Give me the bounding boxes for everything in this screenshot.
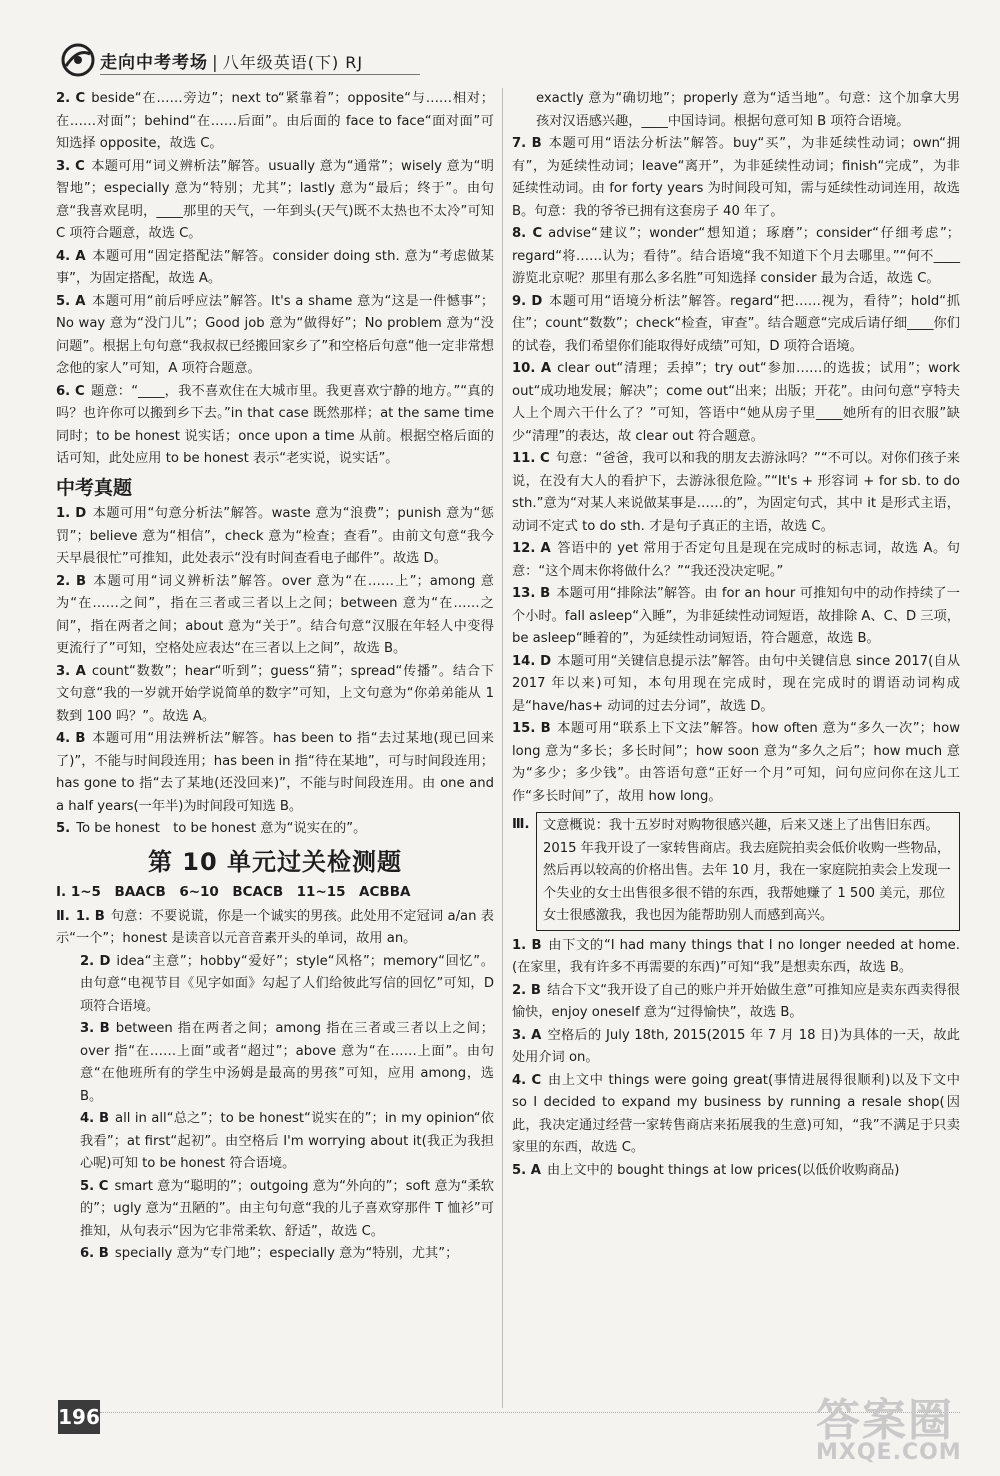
answer-item: 4. B 本题可用“用法辨析法”解答。has been to 指“去过某地(现已回来了)”，不能与时间段连用；has been in 指“待在某地”，可与时间段连用；has gone to 指“去了某地(还没回来)”，不能与时间段连用。由 one and a half years(一年半)为时间段可知选 B。: [56, 731, 494, 814]
answer-item: 2. B 结合下文“我开设了自己的账户并开始做生意”可推知应是卖东西卖得很愉快，enjoy oneself 意为“过得愉快”，故选 B。: [512, 982, 960, 1020]
book-subtitle: 八年级英语(下) RJ: [222, 53, 364, 72]
answer-item: 8. C advise“建议”；wonder“想知道；琢磨”；consider“仔细考虑”；regard“将……认为；看待”。结合语境“我不知道下个月去哪里。”“何不____游览北京呢？那里有那么多名胜”可知选择 consider 最为合适，故选 C。: [512, 226, 960, 286]
answer-item: 2. C beside“在……旁边”；next to“紧靠着”；opposite“与……相对；在……对面”；behind“在……后面”。由后面的 face to face“面对面”可知选择 opposite，故选 C。: [56, 91, 494, 151]
watermark-url: MXQE.COM: [816, 1440, 962, 1465]
answer-item: 10. A clear out“清理；丢掉”；try out“参加……的选拔；试用”；work out“成功地发展；解决”；come out“出来；出版；开花”。由问句意“亨特夫人上个周六干什么了？”可知，答语中“她从房子里____她所有的旧衣服”缺少“清理”的表达，故 clear out 符合题意。: [512, 361, 960, 444]
answer-item: 13. B 本题可用“排除法”解答。由 for an hour 可推知句中的动作持续了一个小时。fall asleep“入睡”，为非延续性动词短语，故排除 A、C、D 三项，be asleep“睡着的”，为延续性动词短语，符合题意，故选 B。: [512, 586, 960, 646]
answer-item: 4. B all in all“总之”；to be honest“说实在的”；in my opinion“依我看”；at first“起初”。由空格后 I'm worrying about it(我正为我担心呢)可知 to be honest 符合语境。: [80, 1111, 494, 1171]
section-heading-zhongkao: 中考真题: [56, 476, 133, 499]
column-divider: [502, 88, 503, 1408]
section-2-label: Ⅱ.: [56, 908, 70, 924]
answer-item: 12. A 答语中的 yet 常用于否定句且是现在完成时的标志词，故选 A。句意：“这个周末你将做什么？”“我还没决定呢。”: [512, 541, 960, 579]
answer-item: 7. B 本题可用“语法分析法”解答。buy“买”，为非延续性动词；own“拥有”，为延续性动词；leave“离开”，为非延续性动词；finish“完成”，为非延续性动词。由 for forty years 为时间段可知，需与延续性动词连用，故选 B。句意：我的爷爷已拥有这套房子 40 年了。: [512, 136, 960, 219]
answer-item: 11. C 句意：“爸爸，我可以和我的朋友去游泳吗？”“不可以。对你们孩子来说，在没有大人的看护下，去游泳很危险。”“It's + 形容词 + for sb. to do sth.”意为“对某人来说做某事是……的”，为固定句式，其中 it 是形式主语，动词不定式 to do sth. 才是句子真正的主语，故选 C。: [512, 451, 960, 534]
summary-box: 文意概说：我十五岁时对购物很感兴趣，后来又迷上了出售旧东西。2015 年我开设了一家转售商店。我去庭院拍卖会低价收购一些物品，然后再以较高的价格出售。去年 10 月，我在一家庭院拍卖会上发现一个失业的女士出售很多很不错的东西，我帮她赚了 1 500 美元，那位女士很感激我，我也因为能帮助别人而感到高兴。: [536, 812, 960, 931]
section-3: [512, 812, 960, 931]
answer-item: 3. A 空格后的 July 18th, 2015(2015 年 7 月 18 日)为具体的一天，故此处用介词 on。: [512, 1027, 960, 1065]
answer-item: 2. B 本题可用“词义辨析法”解答。over 意为“在……上”；among 意为“在……之间”，指在三者或三者以上之间；between 意为“在……之间”，指在两者之间；about 意为“关于”。结合句意“汉服在年轻人中变得更流行了”可知，空格处应表达“在三者以上之间”，故选 B。: [56, 573, 494, 656]
answer-item: 5. A 由上文中的 bought things at low prices(以低价收购商品): [512, 1162, 900, 1178]
answer-item: 3. B between 指在两者之间；among 指在三者或三者以上之间；over 指“在……上面”或者“超过”；above 意为“在……上面”。由句意“在他班所有的学生中汤姆是最高的男孩”可知，应用 among，选 B。: [80, 1021, 494, 1104]
unit-title: 第 10 单元过关检测题: [147, 847, 403, 876]
answer-item: 1. B 由下文的“I had many things that I no longer needed at home.(在家里，我有许多不再需要的东西)”可知“我”是想卖东西，故选 B。: [512, 937, 960, 975]
answer-item: 5. To be honest to be honest 意为“说实在的”。: [56, 821, 367, 836]
answer-item: Ⅱ. 1. B 句意：不要说谎，你是一个诚实的男孩。此处用不定冠词 a/an 表示“一个”；honest 是读音以元音音素开头的单词，故用 an。: [56, 908, 494, 946]
answer-item: 14. D 本题可用“关键信息提示法”解答。由句中关键信息 since 2017(自从 2017 年以来)可知，本句用现在完成时，现在完成时的谓语动词构成是“have/has+ 动词的过去分词”，故选 D。: [512, 653, 961, 714]
watermark: [816, 1384, 966, 1464]
answer-item: 4. C 由上文中 things were going great(事情进展得很顺利)以及下文中 so I decided to expand my business by running a resale shop(因此，我决定通过经营一家转售商店来拓展我的生意)可知，“我”不满足于只卖家里的东西，故选 C。: [512, 1072, 960, 1155]
answer-item: 15. B 本题可用“联系上下文法”解答。how often 意为“多久一次”；how long 意为“多长；多长时间”；how soon 意为“多久之后”；how much 意为“多少；多少钱”。由答语句意“正好一个月”可知，问句应问你在这儿工作“多长时间”了，故用 how long。: [512, 721, 960, 804]
answer-item: 6. B specially 意为“专门地”；especially 意为“特别，尤其”；: [80, 1246, 459, 1261]
header-separator: |: [212, 53, 219, 73]
header-title: [100, 48, 363, 73]
answer-item: 3. A count“数数”；hear“听到”；guess“猜”；spread“传播”。结合下文句意“我的一岁就开始学说简单的数字”可知，上文句意为“你弟弟能从 1 数到 100 吗？”。故选 A。: [56, 663, 495, 724]
answer-item: 9. D 本题可用“语境分析法”解答。regard“把……视为，看待”；hold“抓住”；count“数数”；check“检查，审查”。结合题意“完成后请仔细____你们的试卷，我们希望你们能取得好成绩”可知，D 项符合语境。: [512, 293, 960, 354]
page-number: 196: [58, 1400, 100, 1434]
answer-item: 6. C 题意：“____，我不喜欢住在大城市里。我更喜欢宁静的地方。”“真的吗？也许你可以搬到乡下去。”in that case 既然那样；at the same time 同时；to be honest 说实话；once upon a time 从前。根据空格后面的话可知，此处应用 to be honest 表示“老实说，说实话”。: [56, 383, 494, 466]
answer-item: 3. C 本题可用“词义辨析法”解答。usually 意为“通常”；wisely 意为“明智地”；especially 意为“特别；尤其”；lastly 意为“最后；终于”。由句意“我喜欢昆明，____那里的天气，一年到头(天气)既不太热也不太冷”可知 C 项符合题意，故选 C。: [56, 158, 494, 241]
section-1-answers: Ⅰ. 1~5 BAACB 6~10 BCACB 11~15 ACBBA: [56, 884, 411, 900]
answer-item-continued: exactly 意为“确切地”；properly 意为“适当地”。句意：这个加拿大男孩对汉语感兴趣，____中国诗词。根据句意可知 B 项符合语境。: [536, 91, 960, 129]
watermark-text: 答案圈: [816, 1395, 954, 1446]
header-rule: [100, 74, 420, 75]
brand-logo-icon: [60, 42, 96, 78]
answer-item: 5. A 本题可用“前后呼应法”解答。It's a shame 意为“这是一件憾事”；No way 意为“没门儿”；Good job 意为“做得好”；No problem 意为“没问题”。根据上句句意“我叔叔已经搬回家乡了”和空格后句意“他一定非常想念他的家人”可知，A 项符合题意。: [56, 293, 495, 376]
answer-item: 5. C smart 意为“聪明的”；outgoing 意为“外向的”；soft 意为“柔软的”；ugly 意为“丑陋的”。由主句句意“我的儿子喜欢穿那件 T 恤衫”可推知，从句表示“因为它非常柔软、舒适”，故选 C。: [80, 1178, 494, 1239]
answer-item: 4. A 本题可用“固定搭配法”解答。consider doing sth. 意为“考虑做某事”，为固定搭配，故选 A。: [56, 248, 494, 286]
section-3-label: Ⅲ.: [512, 817, 530, 832]
left-column: [56, 88, 494, 1266]
answer-item: 1. D 本题可用“句意分析法”解答。waste 意为“浪费”；punish 意为“惩罚”；believe 意为“相信”，check 意为“检查；查看”。由前文句意“我今天早晨很忙”可推知，此处表示“没有时间查看电子邮件”。故选 D。: [56, 506, 494, 566]
answer-item: 2. D idea“主意”；hobby“爱好”；style“风格”；memory“回忆”。由句意“电视节目《见字如面》勾起了人们给彼此写信的回忆”可知，D 项符合语境。: [80, 953, 494, 1014]
right-column: [512, 88, 960, 1182]
brand-name: 走向中考考场: [100, 53, 208, 73]
page-header: [60, 40, 960, 82]
